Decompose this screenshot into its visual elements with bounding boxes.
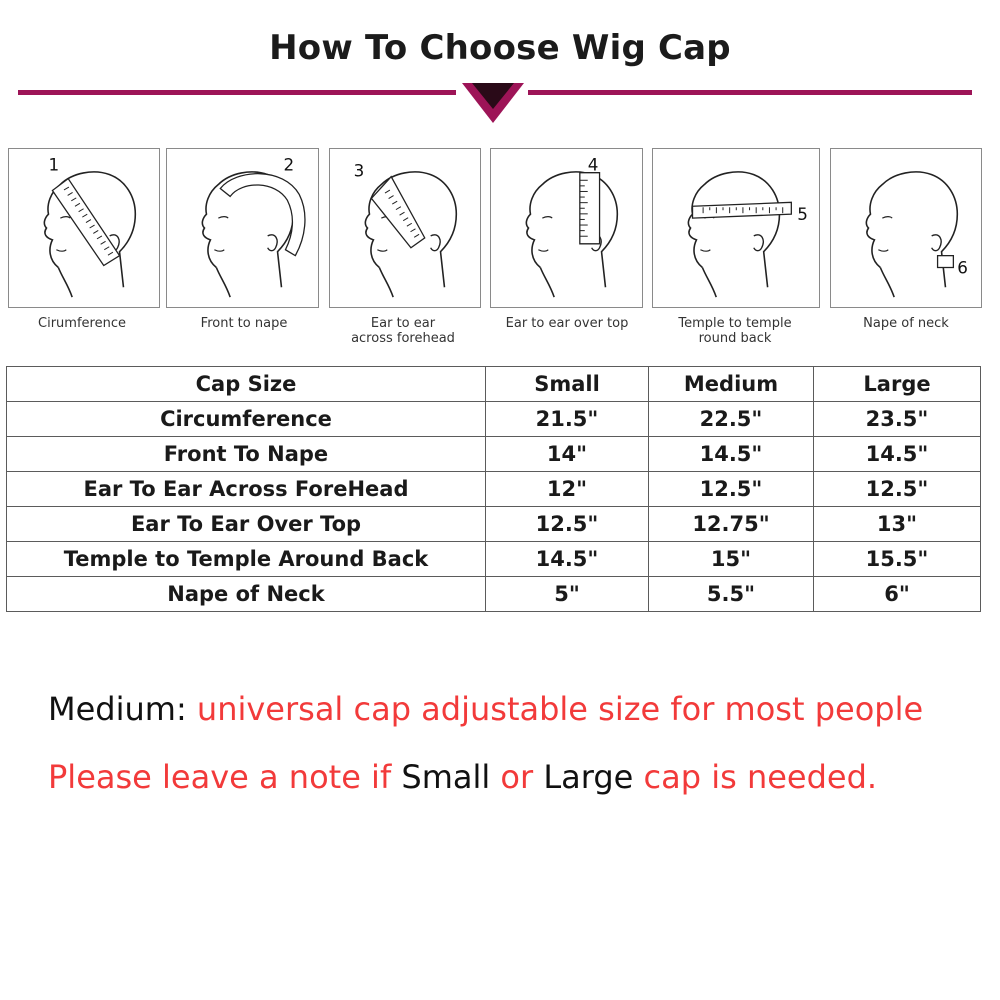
small-value: 12" — [486, 472, 649, 507]
medium-value: 12.5" — [649, 472, 814, 507]
medium-value: 15" — [649, 542, 814, 577]
note-medium-label: Medium: — [48, 690, 187, 728]
table-row — [7, 542, 981, 577]
row-label: Nape of Neck — [7, 577, 486, 612]
table-header-row — [7, 367, 981, 402]
large-value: 6" — [814, 577, 981, 612]
table-row — [7, 507, 981, 542]
large-value: 12.5" — [814, 472, 981, 507]
small-value: 21.5" — [486, 402, 649, 437]
note-or: or — [490, 758, 544, 796]
measure-caption-3: Ear to ear across forehead — [351, 316, 455, 346]
page-title: How To Choose Wig Cap — [269, 28, 731, 68]
measure-caption-1: Cirumference — [38, 316, 126, 331]
header-cap-size: Cap Size — [7, 367, 486, 402]
head-measure-ear-to-ear-forehead-icon — [329, 148, 481, 308]
large-value: 14.5" — [814, 437, 981, 472]
note-large: Large — [543, 758, 634, 796]
small-value: 12.5" — [486, 507, 649, 542]
large-value: 15.5" — [814, 542, 981, 577]
measure-number-4: 4 — [587, 154, 599, 175]
small-value: 14" — [486, 437, 649, 472]
head-measure-circumference-icon — [8, 148, 160, 308]
medium-value: 12.75" — [649, 507, 814, 542]
measure-caption-2: Front to nape — [200, 316, 288, 331]
medium-value: 14.5" — [649, 437, 814, 472]
row-label: Ear To Ear Across ForeHead — [7, 472, 486, 507]
note-request-part2: cap is needed. — [633, 758, 878, 796]
cap-size-table — [6, 366, 981, 612]
table-row — [7, 577, 981, 612]
note-request-part1: Please leave a note if — [48, 758, 402, 796]
head-measure-nape-of-neck-icon — [830, 148, 982, 308]
header-medium: Medium — [649, 367, 814, 402]
large-value: 23.5" — [814, 402, 981, 437]
measure-number-3: 3 — [353, 160, 365, 181]
head-measure-ear-to-ear-top-icon — [490, 148, 643, 308]
measure-number-1: 1 — [48, 154, 60, 175]
measure-caption-4: Ear to ear over top — [505, 316, 629, 331]
medium-value: 5.5" — [649, 577, 814, 612]
row-label: Circumference — [7, 402, 486, 437]
row-label: Temple to Temple Around Back — [7, 542, 486, 577]
note-medium-text: universal cap adjustable size for most people — [186, 690, 924, 728]
measure-number-2: 2 — [283, 154, 295, 175]
small-value: 5" — [486, 577, 649, 612]
medium-value: 22.5" — [649, 402, 814, 437]
head-measure-temple-to-temple-icon — [652, 148, 820, 308]
header-small: Small — [486, 367, 649, 402]
divider-right — [528, 90, 972, 95]
head-measure-front-to-nape-icon — [166, 148, 319, 308]
small-value: 14.5" — [486, 542, 649, 577]
note-request — [48, 758, 877, 796]
chevron-down-icon — [462, 83, 524, 123]
measure-number-5: 5 — [797, 204, 808, 225]
measure-caption-5: Temple to temple round back — [678, 316, 792, 346]
header-large: Large — [814, 367, 981, 402]
table-row — [7, 402, 981, 437]
divider-left — [18, 90, 456, 95]
note-small: Small — [401, 758, 491, 796]
measure-number-6: 6 — [957, 257, 968, 278]
table-row — [7, 472, 981, 507]
row-label: Ear To Ear Over Top — [7, 507, 486, 542]
large-value: 13" — [814, 507, 981, 542]
row-label: Front To Nape — [7, 437, 486, 472]
note-medium — [48, 690, 923, 728]
measure-caption-6: Nape of neck — [863, 316, 949, 331]
table-row — [7, 437, 981, 472]
